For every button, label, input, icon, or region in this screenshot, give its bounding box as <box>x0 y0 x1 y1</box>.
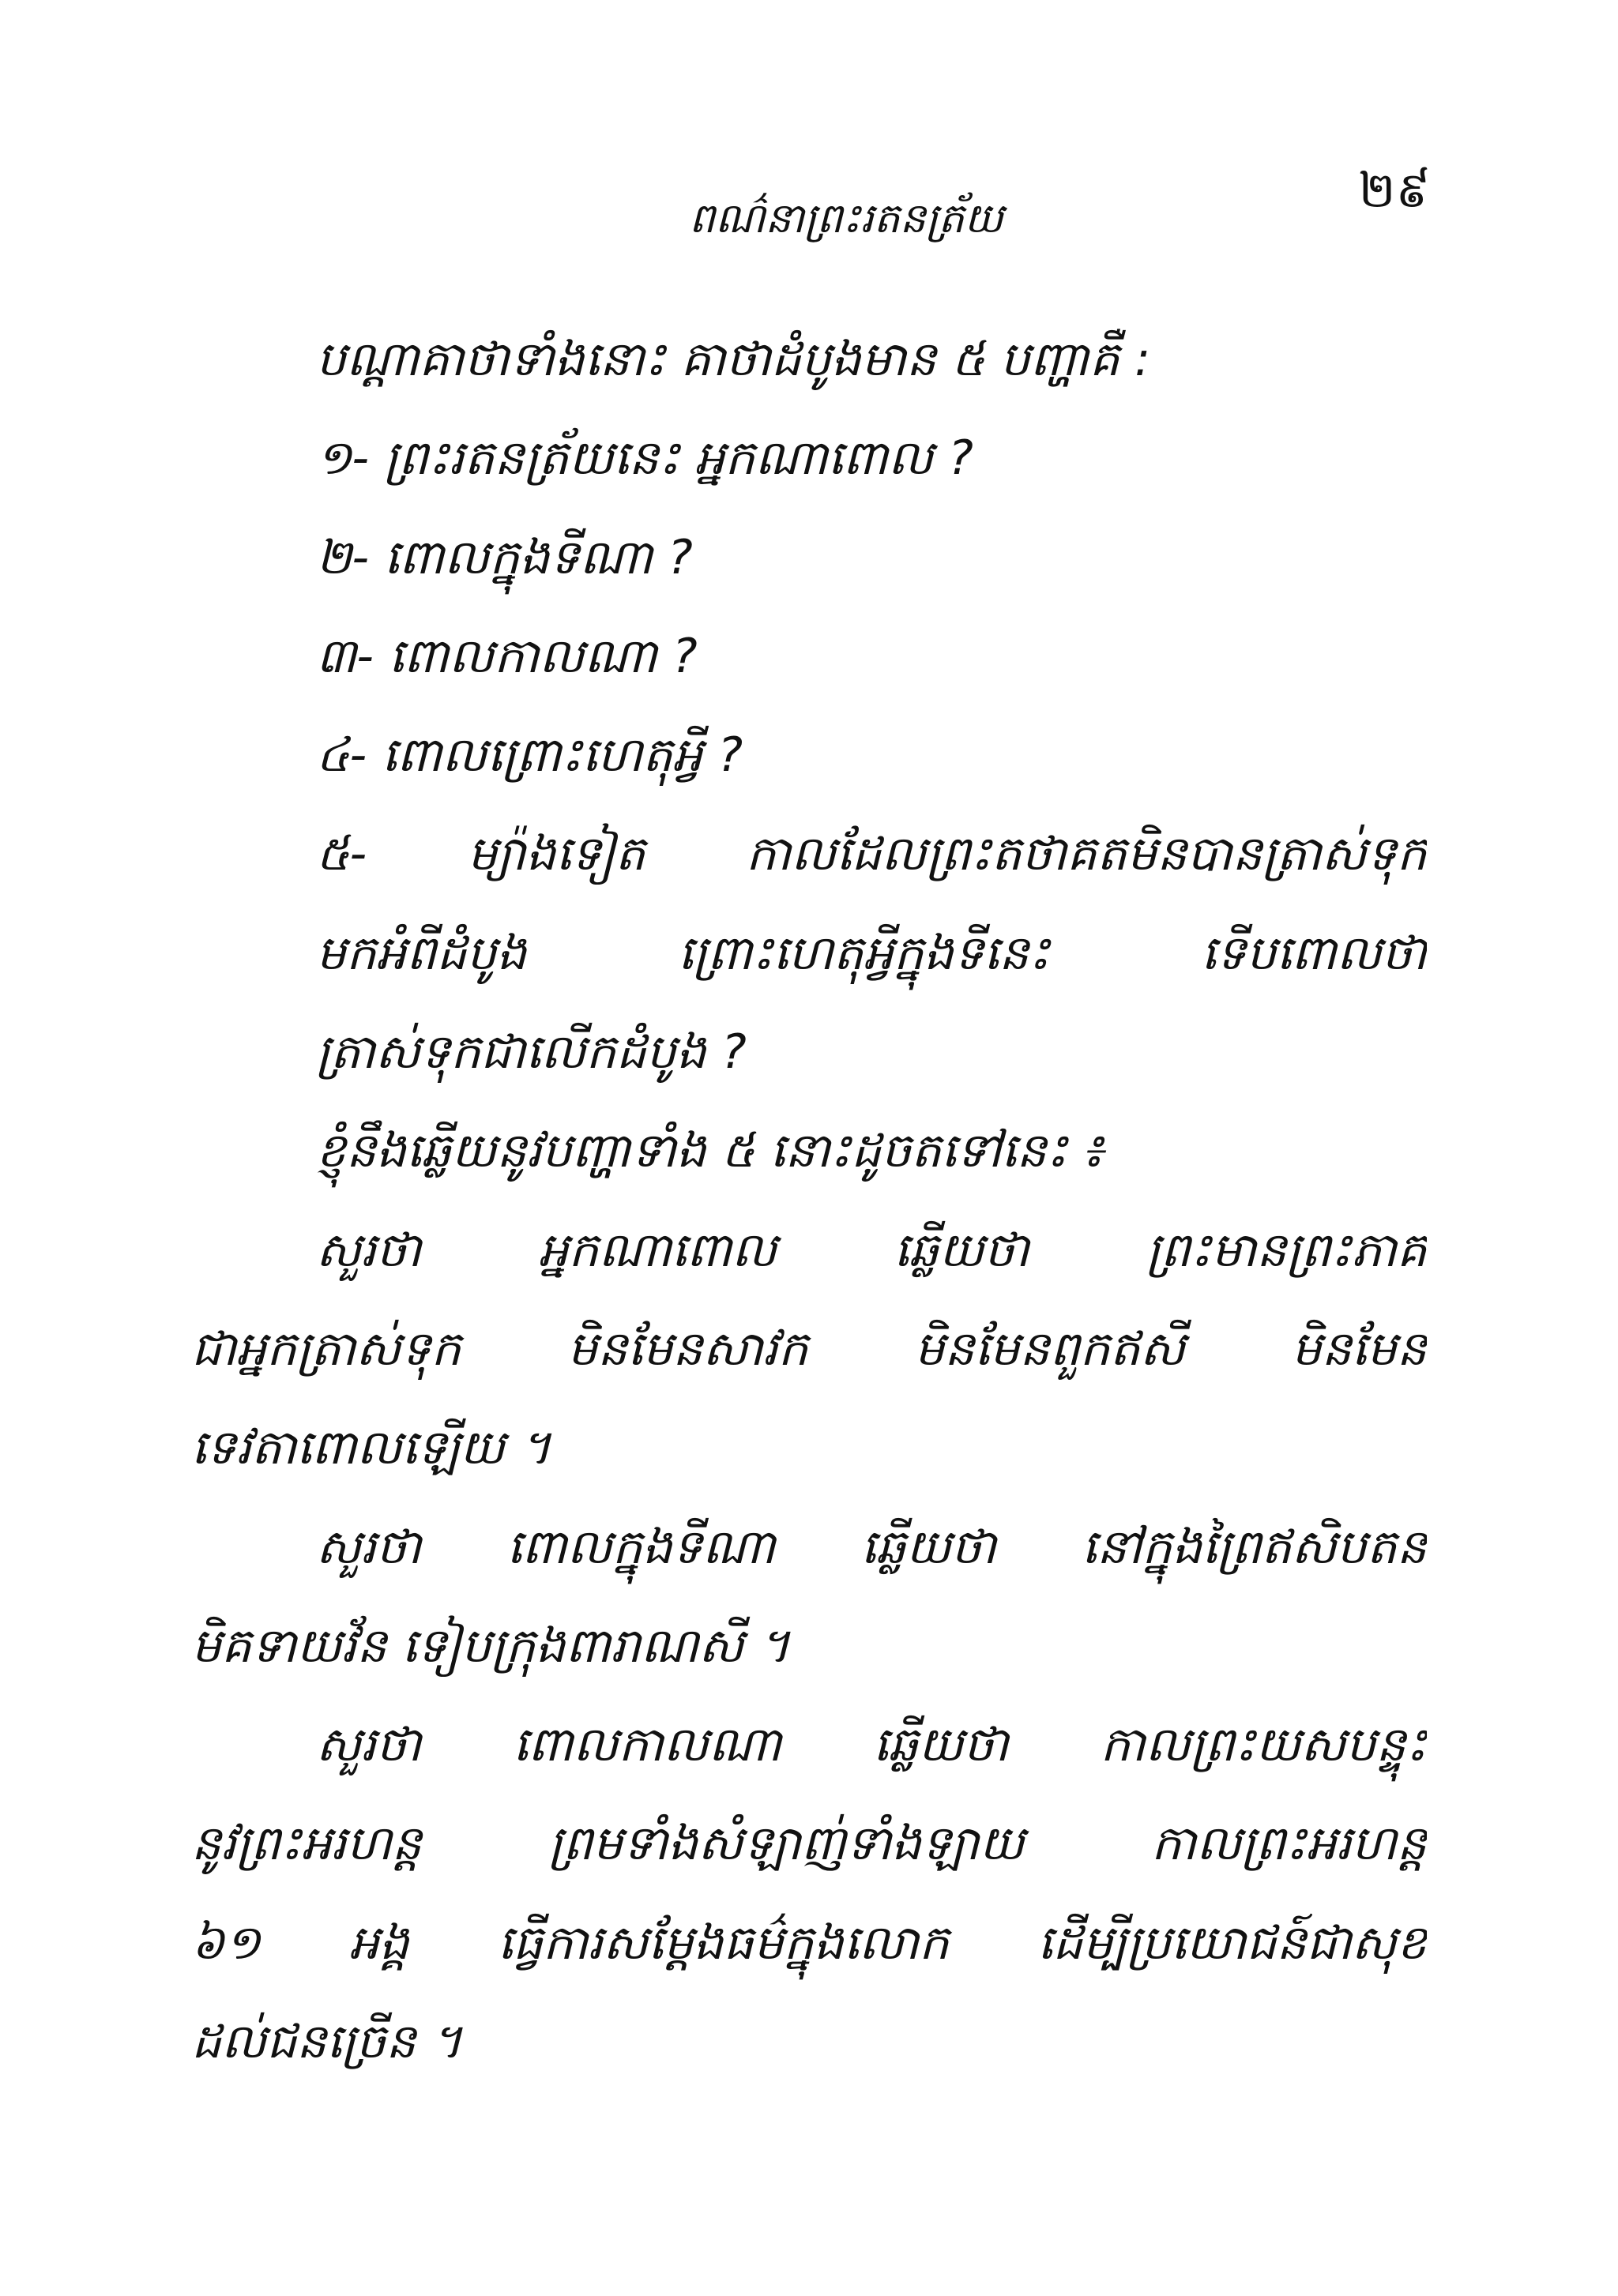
question-line: ២- ពោលក្នុងទីណា ? <box>316 529 693 585</box>
body-text <box>191 310 1427 2091</box>
text-line: ខ្ញុំនឹងឆ្លើយនូវបញ្ហាទាំង ៥ នោះដូចតទៅនេះ ៖ <box>316 1123 1104 1179</box>
question-line: ៤- ពោលព្រោះហេតុអ្វី ? <box>316 727 743 783</box>
running-header: ពណ៌នាព្រះរតនត្រ័យ <box>689 195 1003 242</box>
text-line: មិគទាយវ័ន ទៀបក្រុងពារាណសី ។ <box>191 1618 790 1674</box>
text-line: ត្រាស់ទុកជាលើកដំបូង ? <box>316 1024 747 1080</box>
text-line: ដល់ជនច្រើន ។ <box>191 2014 463 2070</box>
question-line: ១- ព្រះរតនត្រ័យនេះ អ្នកណាពោល ? <box>316 430 974 487</box>
page-number: ២៩ <box>1358 161 1431 219</box>
text-line: ជាអ្នកត្រាស់ទុក មិនមែនសាវក មិនមែនពួកឥសី មិនមែន <box>191 1321 1427 1377</box>
text-line: សួរថា ពោលក្នុងទីណា ឆ្លើយថា នៅក្នុងព្រៃឥសិបតន <box>316 1519 1427 1575</box>
question-line: ៣- ពោលកាលណា ? <box>316 628 698 684</box>
text-line: នូវព្រះអរហន្ត ព្រមទាំងសំឡាញ់ទាំងឡាយ កាលព្រះអរហន្ត <box>191 1816 1427 1872</box>
text-line: មកអំពីដំបូង ព្រោះហេតុអ្វីក្នុងទីនេះ ទើបពោលថា <box>316 925 1427 981</box>
text-line: សួរថា អ្នកណាពោល ឆ្លើយថា ព្រះមានព្រះភាគ <box>316 1222 1427 1278</box>
text-line: បណ្ដាគាថាទាំងនោះ គាថាដំបូងមាន ៥ បញ្ហាគឺ : <box>316 332 1151 387</box>
text-line: សួរថា ពោលកាលណា ឆ្លើយថា កាលព្រះយសបន្ទុះ <box>316 1717 1427 1773</box>
text-line: ទេវតាពោលឡើយ ។ <box>191 1420 551 1476</box>
text-line: ៦១ អង្គ ធ្វើការសម្ដែងធម៌ក្នុងលោក ដើម្បីប្រយោជន៍ជាសុខ <box>191 1915 1427 1971</box>
question-line: ៥- ម្យ៉ាងទៀត កាលដែលព្រះតថាគតមិនបានត្រាស់ទុក <box>316 826 1427 882</box>
